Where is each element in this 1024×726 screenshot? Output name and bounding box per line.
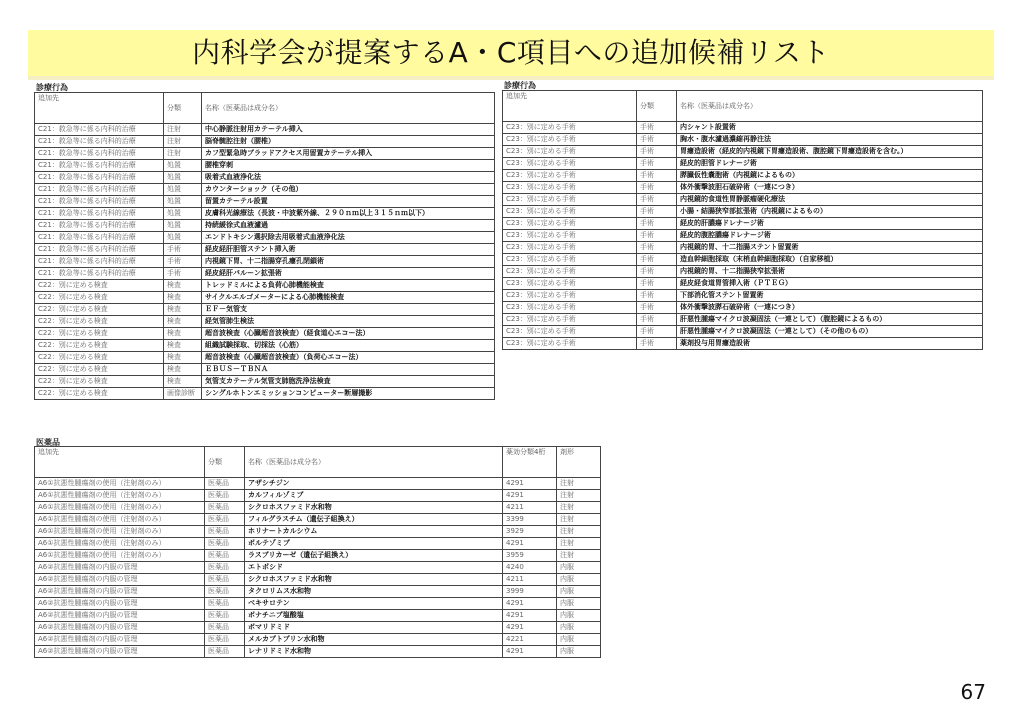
cell-target: A6②抗悪性腫瘍剤の内服の管理 [35, 634, 205, 646]
table-header-row [35, 447, 601, 478]
cell-name: 脳脊髄腔注射（腰椎） [202, 136, 495, 148]
table-row [35, 340, 495, 352]
cell-category: 手術 [164, 256, 202, 268]
table-row [35, 574, 601, 586]
cell-name: 超音波検査（心臓超音波検査）（経食道心エコー法） [202, 328, 495, 340]
table-row [503, 338, 983, 350]
cell-name: 胸水・腹水濾過濃縮再静注法 [677, 134, 983, 146]
cell-target: C23：別に定める手術 [503, 254, 637, 266]
cell-name: 気管支カテーテル気管支肺胞洗浄法検査 [202, 376, 495, 388]
table-row [35, 502, 601, 514]
cell-target: A6②抗悪性腫瘍剤の内服の管理 [35, 574, 205, 586]
cell-category: 医薬品 [205, 514, 245, 526]
drug-table [34, 446, 601, 658]
cell-name: 体外衝撃波膵石破砕術（一連につき） [677, 302, 983, 314]
table-row [503, 242, 983, 254]
cell-category: 医薬品 [205, 502, 245, 514]
cell-name: タクロリムス水和物 [245, 586, 503, 598]
cell-code: 4291 [503, 538, 557, 550]
table-row [503, 158, 983, 170]
cell-name: フィルグラスチム（遺伝子組換え） [245, 514, 503, 526]
table-row [35, 514, 601, 526]
cell-name: 肝悪性腫瘍マイクロ波凝固法（一連として）（腹腔鏡によるもの） [677, 314, 983, 326]
cell-target: C22：別に定める検査 [35, 328, 164, 340]
table-row [35, 232, 495, 244]
cell-target: C23：別に定める手術 [503, 182, 637, 194]
cell-name: 薬剤投与用胃瘻造設術 [677, 338, 983, 350]
table-row [35, 268, 495, 280]
cell-category: 処置 [164, 232, 202, 244]
cell-target: C22：別に定める検査 [35, 388, 164, 400]
cell-category: 処置 [164, 184, 202, 196]
cell-form: 注射 [557, 514, 601, 526]
left-section-label: 診療行為 [36, 83, 68, 92]
cell-category: 手術 [637, 326, 677, 338]
cell-target: C23：別に定める手術 [503, 230, 637, 242]
cell-category: 手術 [637, 266, 677, 278]
table-row [35, 148, 495, 160]
cell-category: 医薬品 [205, 490, 245, 502]
cell-category: 手術 [637, 218, 677, 230]
cell-target: C21：救急等に係る内科的治療 [35, 244, 164, 256]
cell-target: C23：別に定める手術 [503, 146, 637, 158]
cell-name: 体外衝撃波胆石破砕術（一連につき） [677, 182, 983, 194]
cell-category: 処置 [164, 220, 202, 232]
cell-name: シングルホトンエミッションコンピューター断層撮影 [202, 388, 495, 400]
table-row [35, 550, 601, 562]
cell-code: 4240 [503, 562, 557, 574]
cell-category: 手術 [637, 278, 677, 290]
cell-name: 皮膚科光線療法（長波・中波紫外線、２９０ｎｍ以上３１５ｎｍ以下） [202, 208, 495, 220]
cell-name: 内シャント設置術 [677, 122, 983, 134]
cell-name: 小腸・結腸狭窄部拡張術（内視鏡によるもの） [677, 206, 983, 218]
cell-name: 持続緩徐式血液濾過 [202, 220, 495, 232]
table-row [35, 256, 495, 268]
cell-name: ボルテゾミブ [245, 538, 503, 550]
cell-form: 内服 [557, 586, 601, 598]
cell-category: 処置 [164, 208, 202, 220]
cell-code: 4291 [503, 478, 557, 490]
cell-name: ＥＢＵＳ－ＴＢＮＡ [202, 364, 495, 376]
cell-category: 手術 [637, 290, 677, 302]
header-target: 追加先 [35, 93, 164, 124]
table-row [503, 278, 983, 290]
table-row [35, 208, 495, 220]
table-row [35, 646, 601, 658]
cell-target: C21：救急等に係る内科的治療 [35, 124, 164, 136]
table-row [35, 610, 601, 622]
header-category: 分類 [637, 91, 677, 122]
cell-category: 処置 [164, 196, 202, 208]
cell-category: 医薬品 [205, 646, 245, 658]
cell-target: A6②抗悪性腫瘍剤の内服の管理 [35, 598, 205, 610]
cell-target: A6②抗悪性腫瘍剤の内服の管理 [35, 586, 205, 598]
cell-category: 処置 [164, 160, 202, 172]
table-row [503, 194, 983, 206]
cell-name: 経皮的胆管ドレナージ術 [677, 158, 983, 170]
procedures-table-right [502, 90, 983, 350]
table-row [503, 122, 983, 134]
cell-name: 造血幹細胞採取（末梢血幹細胞採取）（自家移植） [677, 254, 983, 266]
cell-code: 3999 [503, 586, 557, 598]
cell-target: A6②抗悪性腫瘍剤の内服の管理 [35, 562, 205, 574]
cell-name: 経皮的肝膿瘍ドレナージ術 [677, 218, 983, 230]
table-row [35, 352, 495, 364]
cell-name: 中心静脈注射用カテーテル挿入 [202, 124, 495, 136]
table-row [35, 526, 601, 538]
table-row [35, 280, 495, 292]
cell-form: 注射 [557, 490, 601, 502]
header-name: 名称（医薬品は成分名） [245, 447, 503, 478]
table-row [503, 134, 983, 146]
cell-form: 内服 [557, 622, 601, 634]
cell-code: 4291 [503, 646, 557, 658]
cell-target: C21：救急等に係る内科的治療 [35, 220, 164, 232]
cell-form: 内服 [557, 574, 601, 586]
table-row [35, 244, 495, 256]
cell-category: 検査 [164, 376, 202, 388]
cell-name: 内視鏡的食道性胃静脈瘤硬化療法 [677, 194, 983, 206]
cell-code: 4291 [503, 622, 557, 634]
cell-target: C22：別に定める検査 [35, 304, 164, 316]
cell-category: 医薬品 [205, 562, 245, 574]
cell-name: 内視鏡的胃、十二指腸狭窄拡張術 [677, 266, 983, 278]
cell-code: 3959 [503, 550, 557, 562]
cell-category: 注射 [164, 124, 202, 136]
cell-form: 注射 [557, 550, 601, 562]
cell-category: 医薬品 [205, 574, 245, 586]
table-row [503, 302, 983, 314]
table-row [35, 490, 601, 502]
cell-target: C23：別に定める手術 [503, 290, 637, 302]
cell-target: C23：別に定める手術 [503, 170, 637, 182]
cell-category: 処置 [164, 172, 202, 184]
table-row [35, 172, 495, 184]
cell-name: 膵臓仮性嚢胞術（内視鏡によるもの） [677, 170, 983, 182]
cell-name: アザシチジン [245, 478, 503, 490]
table-row [35, 562, 601, 574]
drug-section-label: 医薬品 [36, 438, 60, 447]
cell-name: ボマリドミド [245, 622, 503, 634]
cell-category: 検査 [164, 352, 202, 364]
cell-target: C21：救急等に係る内科的治療 [35, 136, 164, 148]
cell-target: C23：別に定める手術 [503, 206, 637, 218]
cell-name: ボナチニブ塩酸塩 [245, 610, 503, 622]
table-row [503, 254, 983, 266]
header-target: 追加先 [503, 91, 637, 122]
cell-target: C22：別に定める検査 [35, 292, 164, 304]
cell-name: メルカプトプリン水和物 [245, 634, 503, 646]
cell-category: 手術 [637, 230, 677, 242]
cell-target: C22：別に定める検査 [35, 316, 164, 328]
header-name: 名称（医薬品は成分名） [677, 91, 983, 122]
table-row [35, 388, 495, 400]
table-header-row [503, 91, 983, 122]
cell-target: A6①抗悪性腫瘍剤の使用（注射剤のみ） [35, 526, 205, 538]
cell-target: C23：別に定める手術 [503, 134, 637, 146]
cell-target: C23：別に定める手術 [503, 218, 637, 230]
cell-form: 内服 [557, 634, 601, 646]
cell-category: 手術 [637, 170, 677, 182]
title-band [28, 30, 994, 76]
cell-category: 医薬品 [205, 526, 245, 538]
cell-target: C21：救急等に係る内科的治療 [35, 232, 164, 244]
cell-code: 4211 [503, 574, 557, 586]
table-row [503, 290, 983, 302]
table-row [503, 218, 983, 230]
cell-target: C23：別に定める手術 [503, 242, 637, 254]
table-row [35, 136, 495, 148]
cell-name: 腰椎穿刺 [202, 160, 495, 172]
table-row [503, 266, 983, 278]
cell-target: C22：別に定める検査 [35, 280, 164, 292]
cell-target: C23：別に定める手術 [503, 338, 637, 350]
cell-category: 手術 [637, 134, 677, 146]
cell-name: カルフィルゾミブ [245, 490, 503, 502]
cell-target: A6②抗悪性腫瘍剤の内服の管理 [35, 622, 205, 634]
cell-category: 検査 [164, 316, 202, 328]
cell-form: 注射 [557, 502, 601, 514]
cell-target: C22：別に定める検査 [35, 340, 164, 352]
cell-name: 吸着式血液浄化法 [202, 172, 495, 184]
table-row [35, 634, 601, 646]
table-row [35, 184, 495, 196]
table-row [35, 304, 495, 316]
cell-target: C22：別に定める検査 [35, 352, 164, 364]
cell-target: A6①抗悪性腫瘍剤の使用（注射剤のみ） [35, 550, 205, 562]
cell-name: エンドトキシン選択除去用吸着式血液浄化法 [202, 232, 495, 244]
cell-form: 注射 [557, 478, 601, 490]
cell-name: 経皮的腹腔膿瘍ドレナージ術 [677, 230, 983, 242]
cell-target: C23：別に定める手術 [503, 122, 637, 134]
cell-form: 内服 [557, 562, 601, 574]
cell-target: C23：別に定める手術 [503, 158, 637, 170]
table-row [503, 230, 983, 242]
cell-category: 検査 [164, 304, 202, 316]
cell-target: C23：別に定める手術 [503, 302, 637, 314]
cell-name: 下部消化管ステント留置術 [677, 290, 983, 302]
cell-code: 3929 [503, 526, 557, 538]
cell-target: C21：救急等に係る内科的治療 [35, 268, 164, 280]
cell-category: 検査 [164, 364, 202, 376]
cell-target: C23：別に定める手術 [503, 194, 637, 206]
cell-target: C21：救急等に係る内科的治療 [35, 196, 164, 208]
cell-target: C21：救急等に係る内科的治療 [35, 256, 164, 268]
table-row [35, 292, 495, 304]
cell-category: 医薬品 [205, 550, 245, 562]
cell-category: 手術 [164, 244, 202, 256]
table-row [503, 146, 983, 158]
cell-category: 手術 [637, 254, 677, 266]
cell-category: 手術 [637, 182, 677, 194]
cell-name: 肝悪性腫瘍マイクロ波凝固法（一連として）（その他のもの） [677, 326, 983, 338]
table-row [503, 326, 983, 338]
table-row [35, 478, 601, 490]
cell-code: 4291 [503, 598, 557, 610]
cell-category: 手術 [637, 194, 677, 206]
cell-category: 医薬品 [205, 586, 245, 598]
header-category: 分類 [205, 447, 245, 478]
table-row [503, 182, 983, 194]
page-title: 内科学会が提案するA・C項目への追加候補リスト [192, 36, 830, 69]
cell-category: 画像診断 [164, 388, 202, 400]
cell-form: 注射 [557, 538, 601, 550]
cell-name: トレッドミルによる負荷心肺機能検査 [202, 280, 495, 292]
cell-name: カウンターショック（その他） [202, 184, 495, 196]
table-row [35, 328, 495, 340]
table-row [35, 538, 601, 550]
table-row [35, 364, 495, 376]
table-row [503, 170, 983, 182]
table-row [35, 124, 495, 136]
cell-form: 内服 [557, 598, 601, 610]
table-row [503, 314, 983, 326]
cell-code: 4211 [503, 502, 557, 514]
cell-name: 経皮経肝バルーン拡張術 [202, 268, 495, 280]
cell-name: 経気管肺生検法 [202, 316, 495, 328]
cell-category: 医薬品 [205, 478, 245, 490]
cell-category: 手術 [637, 314, 677, 326]
cell-category: 医薬品 [205, 634, 245, 646]
table-row [35, 316, 495, 328]
table-row [35, 376, 495, 388]
table-row [35, 196, 495, 208]
cell-target: C23：別に定める手術 [503, 326, 637, 338]
cell-code: 4291 [503, 610, 557, 622]
cell-target: C21：救急等に係る内科的治療 [35, 148, 164, 160]
cell-name: 内視鏡下胃、十二指腸穿孔瘻孔閉鎖術 [202, 256, 495, 268]
right-section-label: 診療行為 [504, 81, 536, 90]
cell-target: A6①抗悪性腫瘍剤の使用（注射剤のみ） [35, 538, 205, 550]
cell-code: 3399 [503, 514, 557, 526]
cell-name: 留置カテーテル設置 [202, 196, 495, 208]
cell-name: 経皮経食道胃管挿入術（ＰＴＥＧ） [677, 278, 983, 290]
cell-category: 検査 [164, 340, 202, 352]
cell-category: 手術 [637, 158, 677, 170]
header-name: 名称（医薬品は成分名） [202, 93, 495, 124]
cell-category: 医薬品 [205, 622, 245, 634]
table-row [503, 206, 983, 218]
cell-target: A6②抗悪性腫瘍剤の内服の管理 [35, 610, 205, 622]
cell-target: C21：救急等に係る内科的治療 [35, 208, 164, 220]
cell-category: 検査 [164, 328, 202, 340]
cell-name: ベキサロテン [245, 598, 503, 610]
cell-category: 手術 [637, 146, 677, 158]
cell-target: C23：別に定める手術 [503, 266, 637, 278]
cell-target: A6②抗悪性腫瘍剤の内服の管理 [35, 646, 205, 658]
cell-code: 4291 [503, 490, 557, 502]
cell-name: 超音波検査（心臓超音波検査）（負荷心エコー法） [202, 352, 495, 364]
page-number: 67 [960, 680, 986, 704]
cell-target: C21：救急等に係る内科的治療 [35, 184, 164, 196]
cell-name: 経皮経肝胆管ステント挿入術 [202, 244, 495, 256]
cell-target: C21：救急等に係る内科的治療 [35, 160, 164, 172]
cell-name: ＥＦ－気管支 [202, 304, 495, 316]
table-row [35, 586, 601, 598]
cell-name: 胃瘻造設術（経皮的内視鏡下胃瘻造設術、腹腔鏡下胃瘻造設術を含む。） [677, 146, 983, 158]
table-row [35, 622, 601, 634]
cell-category: 検査 [164, 292, 202, 304]
cell-category: 検査 [164, 280, 202, 292]
cell-category: 手術 [637, 242, 677, 254]
cell-target: A6①抗悪性腫瘍剤の使用（注射剤のみ） [35, 502, 205, 514]
cell-category: 手術 [637, 206, 677, 218]
header-code: 薬効分類4桁 [503, 447, 557, 478]
cell-target: C21：救急等に係る内科的治療 [35, 172, 164, 184]
cell-target: A6①抗悪性腫瘍剤の使用（注射剤のみ） [35, 490, 205, 502]
cell-name: ホリナートカルシウム [245, 526, 503, 538]
cell-category: 医薬品 [205, 538, 245, 550]
table-row [35, 220, 495, 232]
header-category: 分類 [164, 93, 202, 124]
cell-target: A6①抗悪性腫瘍剤の使用（注射剤のみ） [35, 514, 205, 526]
cell-category: 医薬品 [205, 598, 245, 610]
cell-name: ラスブリカーゼ（遺伝子組換え） [245, 550, 503, 562]
cell-category: 手術 [637, 122, 677, 134]
cell-name: カフ型緊急時ブラッドアクセス用留置カテーテル挿入 [202, 148, 495, 160]
table-header-row [35, 93, 495, 124]
cell-name: エトポシド [245, 562, 503, 574]
cell-name: 内視鏡的胃、十二指腸ステント留置術 [677, 242, 983, 254]
cell-name: サイクルエルゴメーターによる心肺機能検査 [202, 292, 495, 304]
cell-target: C23：別に定める手術 [503, 278, 637, 290]
cell-name: シクロホスファミド水和物 [245, 574, 503, 586]
header-target: 追加先 [35, 447, 205, 478]
cell-category: 注射 [164, 148, 202, 160]
cell-category: 手術 [637, 338, 677, 350]
cell-target: C22：別に定める検査 [35, 364, 164, 376]
procedures-table-left [34, 92, 495, 400]
cell-category: 医薬品 [205, 610, 245, 622]
cell-name: シクロホスファミド水和物 [245, 502, 503, 514]
cell-name: 組織試験採取、切採法（心筋） [202, 340, 495, 352]
table-row [35, 160, 495, 172]
cell-target: C22：別に定める検査 [35, 376, 164, 388]
cell-target: C23：別に定める手術 [503, 314, 637, 326]
cell-name: レナリドミド水和物 [245, 646, 503, 658]
table-row [35, 598, 601, 610]
cell-form: 内服 [557, 646, 601, 658]
cell-code: 4221 [503, 634, 557, 646]
cell-category: 注射 [164, 136, 202, 148]
cell-form: 注射 [557, 526, 601, 538]
cell-target: A6①抗悪性腫瘍剤の使用（注射剤のみ） [35, 478, 205, 490]
cell-category: 手術 [637, 302, 677, 314]
header-form: 剤形 [557, 447, 601, 478]
cell-category: 手術 [164, 268, 202, 280]
cell-form: 内服 [557, 610, 601, 622]
